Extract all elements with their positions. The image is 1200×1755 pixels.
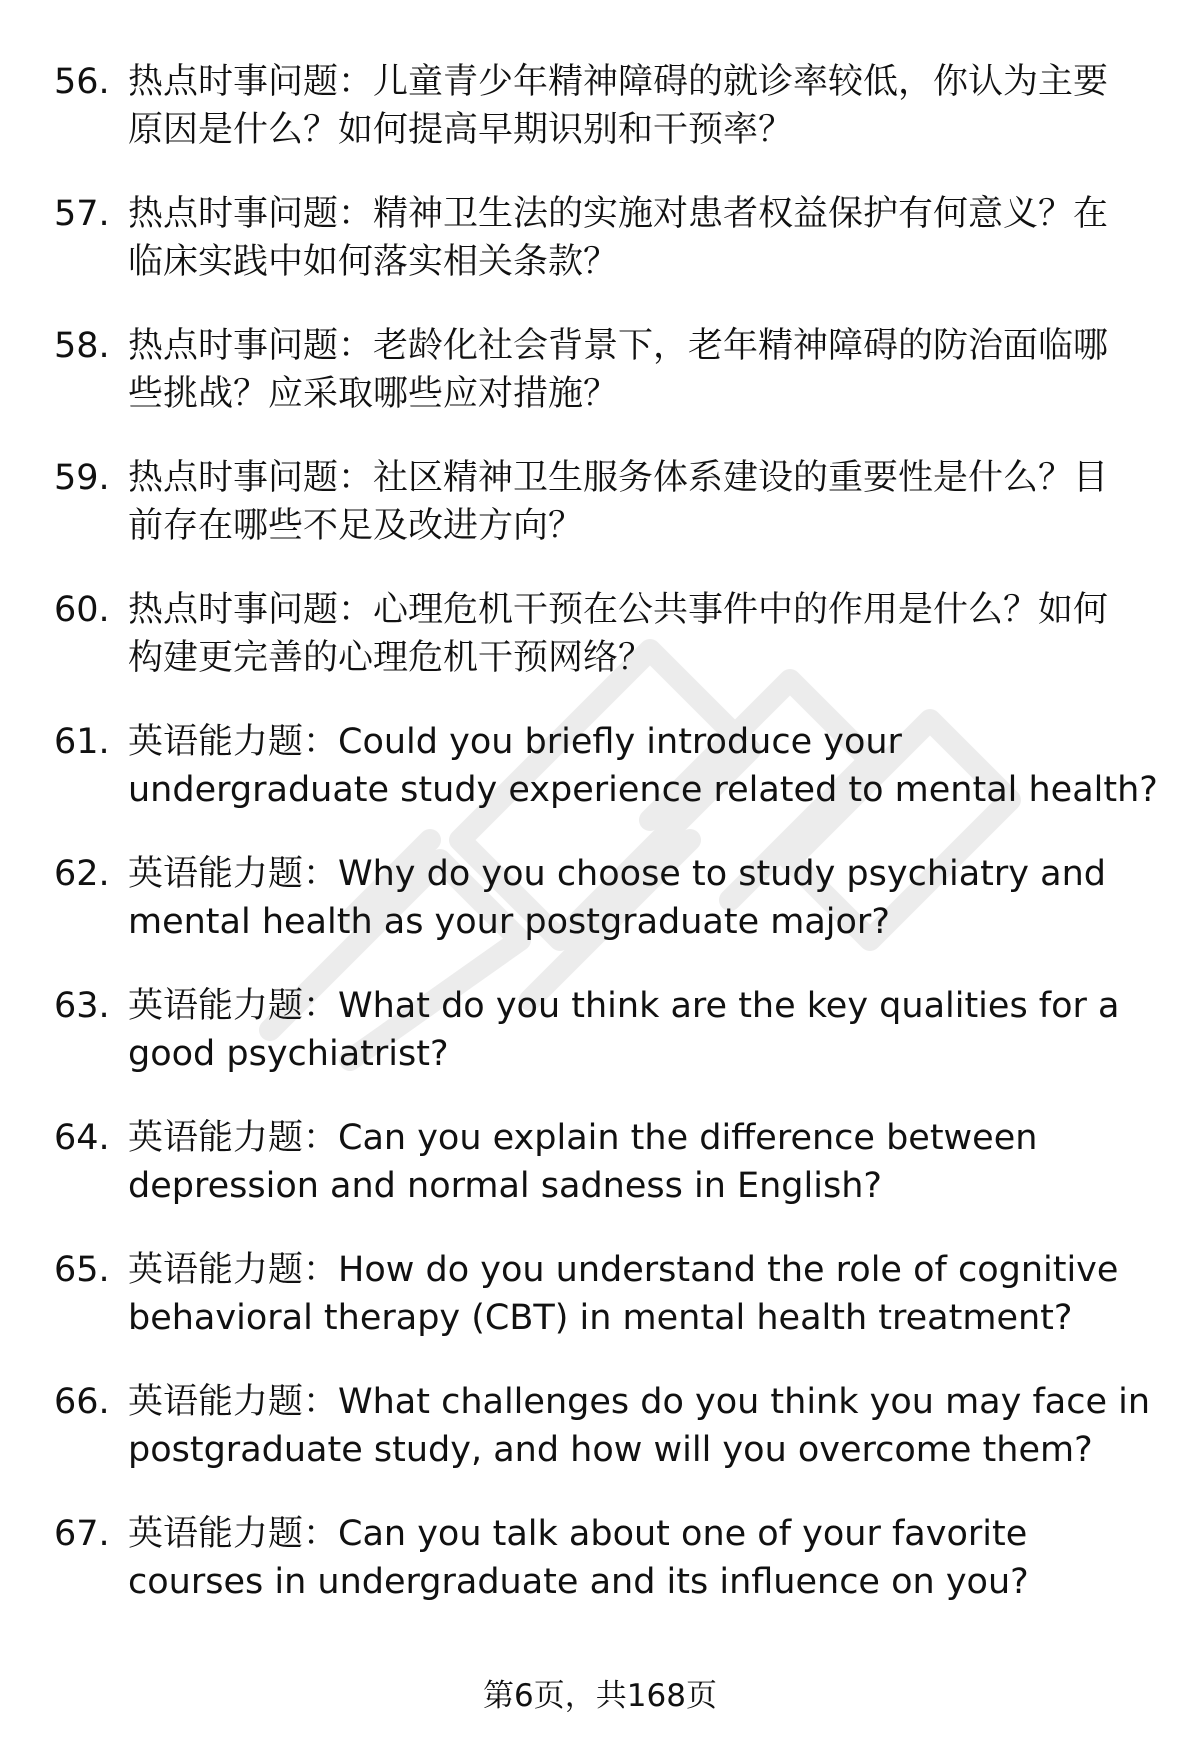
question-number: 65.	[54, 1250, 110, 1290]
question-number: 56.	[54, 62, 110, 102]
question-number: 58.	[54, 326, 110, 366]
question-number: 66.	[54, 1382, 110, 1422]
question-number: 61.	[54, 722, 110, 762]
question-text	[128, 190, 1143, 286]
question-text	[128, 982, 1143, 1078]
question-number: 64.	[54, 1118, 110, 1158]
question-line: behavioral therapy (CBT) in mental health treatment?	[128, 1298, 1073, 1338]
question-text	[128, 718, 1158, 814]
question-line: 构建更完善的心理危机干预网络？	[128, 638, 654, 678]
question-line: 英语能力题：Can you talk about one of your favorite	[128, 1514, 1028, 1554]
question-line: 临床实践中如何落实相关条款？	[128, 242, 619, 282]
question-number: 67.	[54, 1514, 110, 1554]
question-item	[0, 1246, 1200, 1378]
question-line: 热点时事问题：精神卫生法的实施对患者权益保护有何意义？在	[128, 194, 1109, 234]
question-text	[128, 1378, 1151, 1474]
question-line: depression and normal sadness in English?	[128, 1166, 882, 1206]
question-item	[0, 454, 1200, 586]
question-text	[128, 586, 1143, 682]
question-item	[0, 322, 1200, 454]
question-line: 前存在哪些不足及改进方向？	[128, 506, 584, 546]
question-line: 热点时事问题：老龄化社会背景下，老年精神障碍的防治面临哪	[128, 326, 1109, 366]
question-line: 英语能力题：What challenges do you think you may face in	[128, 1382, 1151, 1422]
question-line: 热点时事问题：社区精神卫生服务体系建设的重要性是什么？目	[128, 458, 1109, 498]
question-line: courses in undergraduate and its influence on you?	[128, 1562, 1029, 1602]
question-item	[0, 190, 1200, 322]
question-number: 62.	[54, 854, 110, 894]
question-text	[128, 1114, 1143, 1210]
page-footer	[0, 1674, 1200, 1718]
question-text	[128, 454, 1143, 550]
question-item	[0, 1114, 1200, 1246]
question-line: 热点时事问题：儿童青少年精神障碍的就诊率较低，你认为主要	[128, 62, 1109, 102]
question-list	[0, 58, 1200, 1642]
question-text	[128, 1246, 1143, 1342]
question-line: 英语能力题：What do you think are the key qualities for a	[128, 986, 1120, 1026]
question-number: 59.	[54, 458, 110, 498]
question-line: 些挑战？应采取哪些应对措施？	[128, 374, 619, 414]
question-number: 60.	[54, 590, 110, 630]
question-item	[0, 982, 1200, 1114]
question-line: 热点时事问题：心理危机干预在公共事件中的作用是什么？如何	[128, 590, 1109, 630]
question-item	[0, 58, 1200, 190]
question-line: 英语能力题：Why do you choose to study psychiatry and	[128, 854, 1106, 894]
question-line: 原因是什么？如何提高早期识别和干预率？	[128, 110, 794, 150]
question-item	[0, 586, 1200, 718]
page-indicator: 第6页，共168页	[483, 1678, 717, 1714]
question-line: 英语能力题：How do you understand the role of cognitive	[128, 1250, 1119, 1290]
question-line: mental health as your postgraduate major?	[128, 902, 890, 942]
question-text	[128, 850, 1143, 946]
question-item	[0, 1510, 1200, 1642]
question-item	[0, 718, 1200, 850]
question-text	[128, 58, 1143, 154]
question-item	[0, 1378, 1200, 1510]
question-text	[128, 322, 1143, 418]
question-line: 英语能力题：Can you explain the difference between	[128, 1118, 1038, 1158]
question-item	[0, 850, 1200, 982]
question-number: 63.	[54, 986, 110, 1026]
question-number: 57.	[54, 194, 110, 234]
question-line: 英语能力题：Could you briefly introduce your	[128, 722, 902, 762]
question-line: good psychiatrist?	[128, 1034, 449, 1074]
question-line: undergraduate study experience related to mental health?	[128, 770, 1158, 810]
question-line: postgraduate study, and how will you overcome them?	[128, 1430, 1093, 1470]
question-text	[128, 1510, 1143, 1606]
